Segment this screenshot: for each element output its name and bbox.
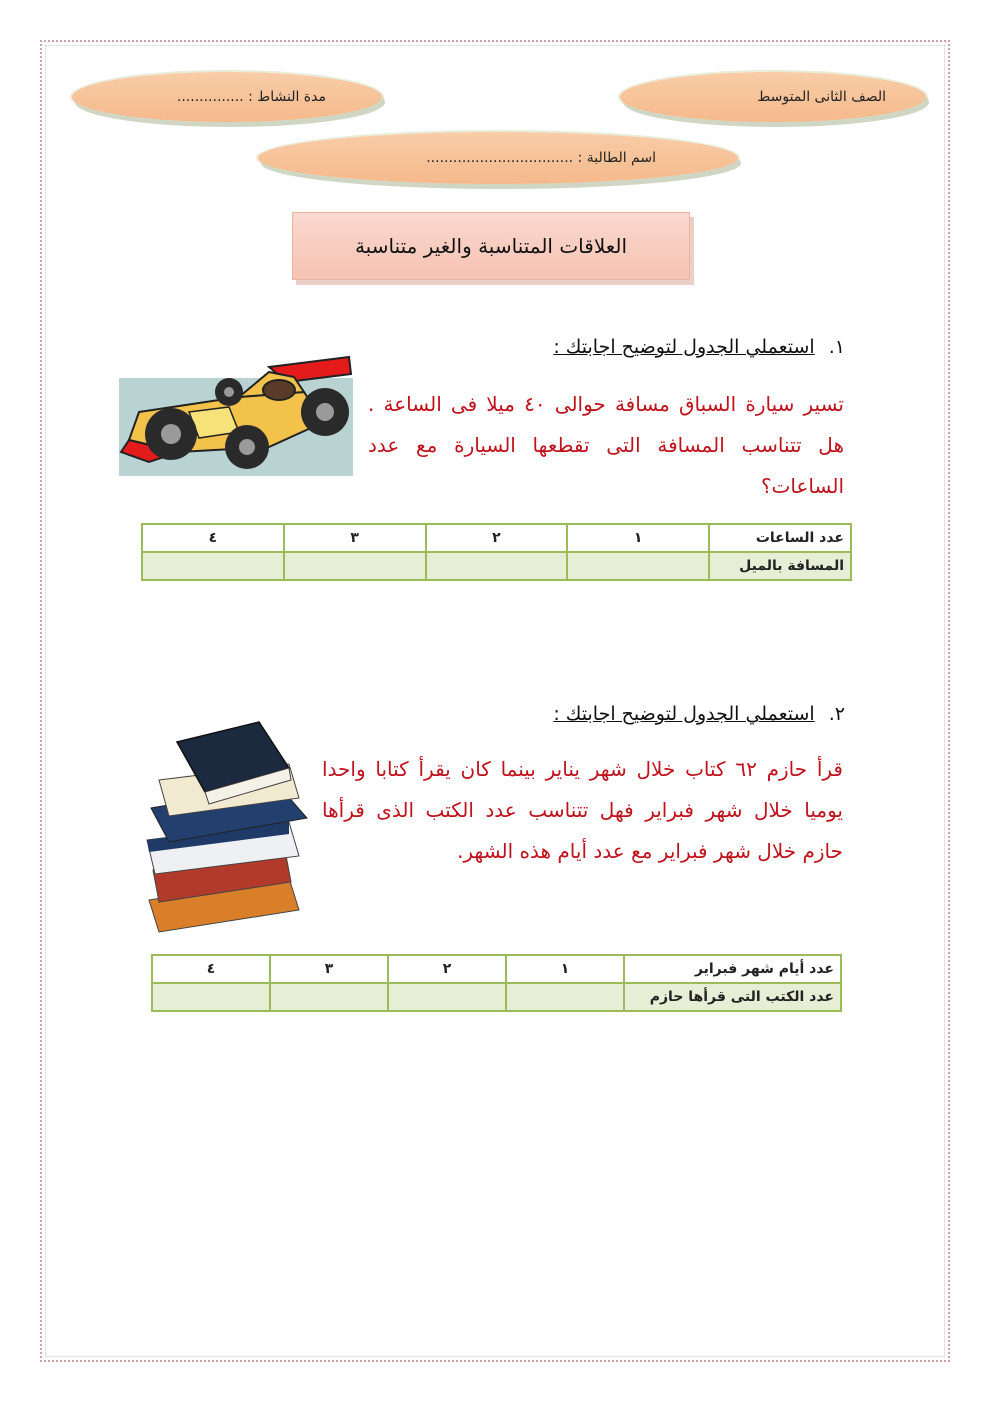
table-1-answer-cell[interactable] xyxy=(142,552,284,580)
table-1-cell: ٣ xyxy=(284,524,426,552)
table-1-cell: ٢ xyxy=(426,524,568,552)
worksheet-title: العلاقات المتناسبة والغير متناسبة xyxy=(354,234,628,258)
table-2-answer-cell[interactable] xyxy=(506,983,624,1011)
question-2-text: قرأ حازم ٦٢ كتاب خلال شهر يناير بينما كان يقرأ كتابا واحدا يوميا خلال شهر فبراير فهل تتناسب عدد الكتب الذى قرأها حازم خلال شهر فبراير مع عدد أيام هذه الشهر. xyxy=(322,757,843,863)
table-2-answer-cell[interactable] xyxy=(388,983,506,1011)
question-1-heading xyxy=(553,336,845,358)
table-2-answer-cell[interactable] xyxy=(152,983,270,1011)
duration-label: مدة النشاط : ............... xyxy=(176,89,326,105)
table-1-row-1-label: عدد الساعات xyxy=(709,524,851,552)
table-2-answer-cell[interactable] xyxy=(270,983,388,1011)
table-1-row-2-label: المسافة بالميل xyxy=(709,552,851,580)
table-1-answer-cell[interactable] xyxy=(567,552,709,580)
race-car-icon xyxy=(119,352,353,476)
table-2-cell: ١ xyxy=(506,955,624,983)
duration-banner xyxy=(72,72,382,122)
table-1-answer-cell[interactable] xyxy=(284,552,426,580)
grade-banner xyxy=(620,72,926,122)
question-1-text: تسير سيارة السباق مسافة حوالى ٤٠ ميلا فى الساعة . هل تتناسب المسافة التى تقطعها السيارة مع عدد الساعات؟ xyxy=(368,392,844,498)
table-1-cell: ٤ xyxy=(142,524,284,552)
table-1-answer-cell[interactable] xyxy=(426,552,568,580)
table-1-cell: ١ xyxy=(567,524,709,552)
table-2-row-2-label: عدد الكتب التى قرأها حازم xyxy=(624,983,841,1011)
question-1-number: ١. xyxy=(828,336,845,358)
table-2-cell: ٤ xyxy=(152,955,270,983)
table-2-cell: ٣ xyxy=(270,955,388,983)
question-2-heading xyxy=(553,703,845,725)
question-2-instruction: استعملي الجدول لتوضيح اجابتك : xyxy=(553,703,815,725)
question-1-table xyxy=(141,523,852,581)
question-2-table xyxy=(151,954,842,1012)
books-stack-icon xyxy=(139,700,309,952)
student-name-banner xyxy=(258,132,738,184)
grade-label: الصف الثانى المتوسط xyxy=(757,89,886,105)
student-name-label: اسم الطالبة : ................................. xyxy=(426,150,656,166)
table-2-cell: ٢ xyxy=(388,955,506,983)
question-1-instruction: استعملي الجدول لتوضيح اجابتك : xyxy=(553,336,815,358)
question-2-number: ٢. xyxy=(828,703,845,725)
worksheet-title-banner xyxy=(292,212,690,280)
table-2-row-1-label: عدد أيام شهر فبراير xyxy=(624,955,841,983)
